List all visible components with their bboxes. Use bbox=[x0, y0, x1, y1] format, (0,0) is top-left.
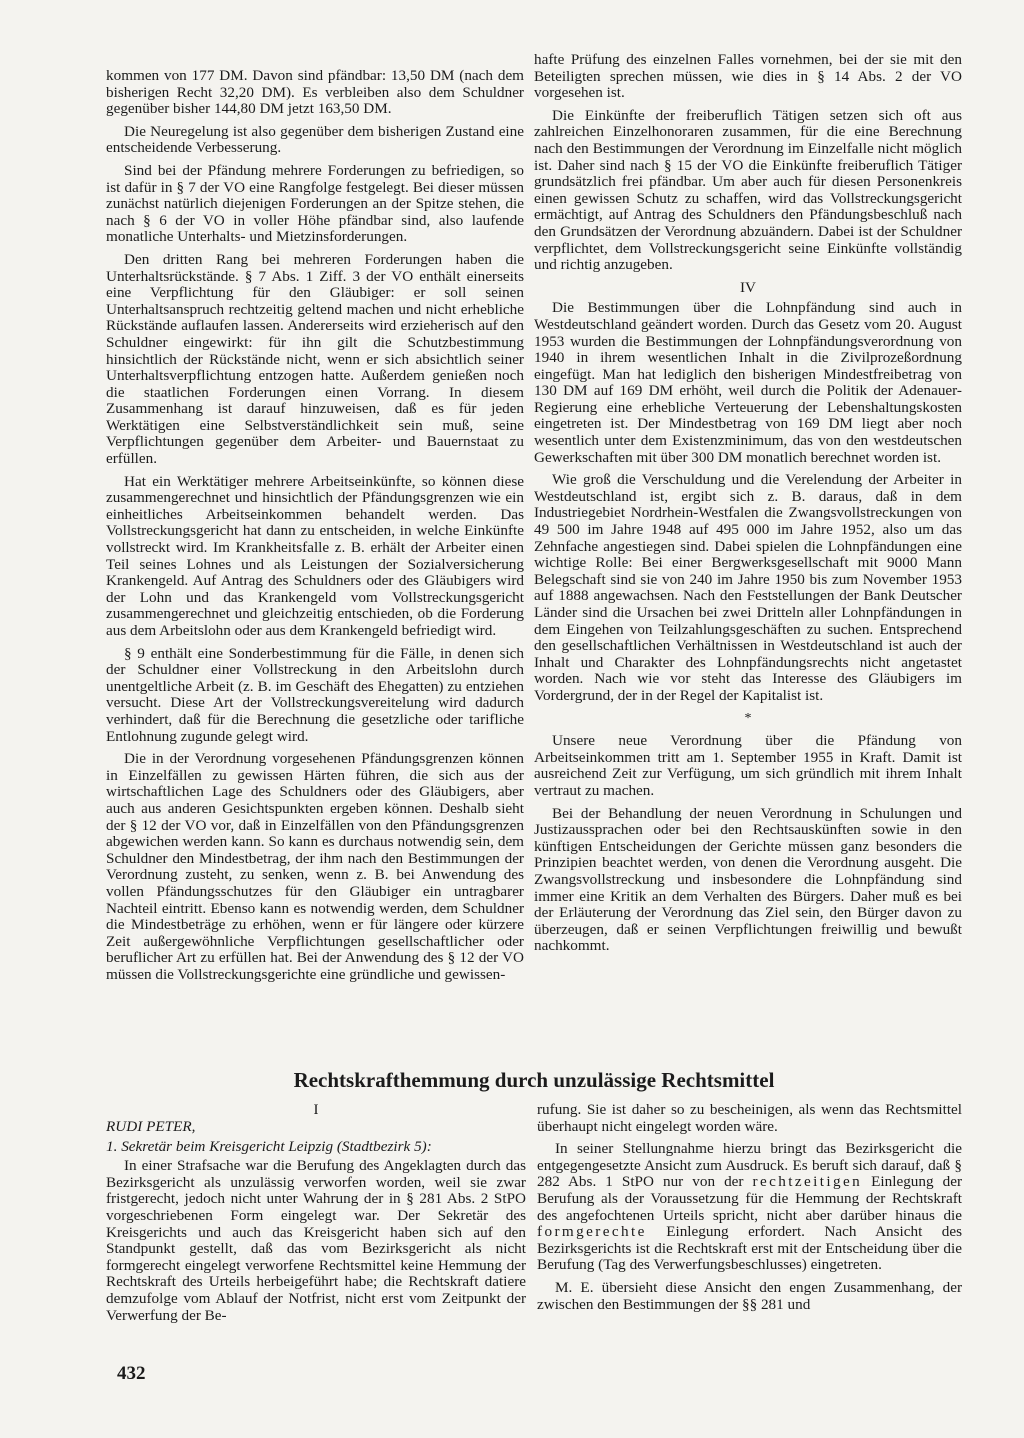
paragraph bbox=[537, 1141, 962, 1274]
paragraph: In einer Strafsache war die Berufung des Angeklagten durch das Bezirksgericht als unzulässig verworfen worden, weil sie zwar fristgerecht, jedoch nicht unter Wahrung der in § 281 Abs. 2 StPO vorgeschriebenen Form eingelegt war. Der Sekretär des Kreisgerichts und auch das Kreisgericht haben sich auf den Standpunkt gestellt, daß das vom Bezirksgericht als nicht formgerecht eingelegt verworfene Rechtsmittel keine Hemmung der Rechtskraft des Urteils herbeigeführt habe; die Rechtskraft datiere demzufolge vom Ablauf der Notfrist, nicht erst vom Zeitpunkt der Verwerfung der Be- bbox=[106, 1157, 526, 1324]
paragraph: § 9 enthält eine Sonderbestimmung für die Fälle, in denen sich der Schuldner einer Vollstreckung in den Arbeitslohn durch unentgeltliche Arbeit (z. B. im Geschäft des Ehegatten) zu entziehen versucht. Diese Art der Vollstreckungsvereitelung wird dadurch verhindert, daß für die Berechnung die gesetzliche oder tarifliche Entlohnung zugunde gelegt wird. bbox=[106, 644, 524, 745]
paragraph: Den dritten Rang bei mehreren Forderungen haben die Unterhaltsrückstände. § 7 Abs. 1 Ziff. 3 der VO enthält einerseits eine Verpflichtung für den Gläubiger: er soll seinen Unterhaltsanspruch rechtzeitig geltend machen und nicht erhebliche Rückstände auflaufen lassen. Andererseits wird erzieherisch auf den Schuldner eingewirkt: für ihn gilt die Schutzbestimmung hinsichtlich der Rückstände nicht, wenn er sich absichtlich seiner Unterhaltsverpflichtung entzogen hatte. Außerdem genießen noch die staatlichen Forderungen einen Vorrang. In diesem Zusammenhang ist darauf hinzuweisen, daß es für jeden Werktätigen eine Selbstverständlichkeit sein muß, seine Verpflichtungen gegenüber dem Arbeiter- und Bauernstaat zu erfüllen. bbox=[106, 250, 524, 468]
paragraph: Die Bestimmungen über die Lohnpfändung sind auch in Westdeutschland geändert worden. Durch das Gesetz vom 20. August 1953 wurden die Bestimmungen der Lohnpfändungsverordnung von 1940 in ihrem wesentlichen Inhalt in die Zivilprozeßordnung eingefügt. Man hat lediglich den bisherigen Mindestfreibetrag von 130 DM auf 169 DM erhöht, weil durch die Politik der Adenauer-Regierung eine erhebliche Verteuerung der Lebenshaltungskosten eingetreten ist. Der Mindestbetrag von 169 DM liegt aber noch wesentlich unter dem Existenzminimum, das von den westdeutschen Gewerkschaften mit über 300 DM monatlich berechnet worden ist. bbox=[534, 299, 962, 466]
column-right-top bbox=[534, 52, 962, 961]
emphasis-spaced: rechtzeitigen bbox=[752, 1173, 863, 1191]
paragraph: rufung. Sie ist daher so zu bescheinigen, als wenn das Rechtsmittel überhaupt nicht eingelegt worden wäre. bbox=[537, 1101, 962, 1135]
section-number: IV bbox=[739, 278, 757, 296]
article-title: Rechtskrafthemmung durch unzulässige Rechtsmittel bbox=[293, 1068, 775, 1092]
page-number: 432 bbox=[117, 1363, 146, 1384]
section-separator: * bbox=[744, 710, 752, 726]
paragraph: Sind bei der Pfändung mehrere Forderungen zu befriedigen, so ist dafür in § 7 der VO eine Rangfolge festgelegt. Bei dieser müssen zunächst natürlich diejenigen Forderungen an der Spitze stehen, die nach § 6 der VO in voller Höhe pfändbar sind, also laufende monatliche Unterhalts- und Mietzinsforderungen. bbox=[106, 161, 524, 246]
column-right-bottom bbox=[537, 1102, 962, 1319]
column-left-bottom bbox=[106, 1119, 526, 1330]
paragraph: Unsere neue Verordnung über die Pfändung von Arbeitseinkommen tritt am 1. September 1955 in Kraft. Damit ist ausreichend Zeit zur Verfügung, um sich gründlich mit ihrem Inhalt vertraut zu machen. bbox=[534, 732, 962, 799]
emphasis-spaced: formgerechte bbox=[537, 1223, 647, 1241]
article-section-number: I bbox=[313, 1102, 319, 1118]
paragraph: Bei der Behandlung der neuen Verordnung in Schulungen und Justizaussprachen oder bei den Rechtsauskünften sowie in den künftigen Entscheidungen der Gerichte müssen ganz besonders die Prinzipien beachtet werden, von denen die Verordnung ausgeht. Die Zwangsvollstreckung und insbesondere die Lohnpfändung sind immer eine Kritik an dem Verhalten des Bürgers. Daher muß es bei der Erläuterung der Verordnung das Ziel sein, den Bürger davon zu überzeugen, daß er seinen Verpflichtungen freiwillig und bewußt nachkommt. bbox=[534, 804, 962, 955]
paragraph: Hat ein Werktätiger mehrere Arbeitseinkünfte, so können diese zusammengerechnet und hinsichtlich der Pfändungsgrenzen wie ein einheitliches Arbeitseinkommen behandelt werden. Das Vollstreckungsgericht hat dann zu entscheiden, in welche Einkünfte vollstreckt wird. Im Krankheitsfalle z. B. erhält der Arbeiter einen Teil seines Lohnes und als Leistungen der Sozialversicherung Krankengeld. Auf Antrag des Schuldners oder des Gläubigers wird der Lohn und das Krankengeld vom Vollstreckungsgericht zusammengerechnet und gleichzeitig entschieden, ob die Forderung aus dem Arbeitslohn oder aus dem Krankengeld befriedigt wird. bbox=[106, 472, 524, 639]
author-role: 1. Sekretär beim Kreisgericht Leipzig (Stadtbezirk 5): bbox=[106, 1137, 432, 1155]
author-name: RUDI PETER, bbox=[106, 1118, 196, 1135]
column-left-top bbox=[106, 68, 524, 989]
paragraph: Die Einkünfte der freiberuflich Tätigen setzen sich oft aus zahlreichen Einzelhonoraren zusammen, für die eine Berechnung nach den Bestimmungen der Verordnung im Einzelfalle nicht möglich ist. Daher sind nach § 15 der VO die Einkünfte freiberuflich Tätiger grundsätzlich frei pfändbar. Um aber auch für diesen Personenkreis einen gewissen Schutz zu schaffen, wird das Vollstreckungsgericht ermächtigt, auf Antrag des Schuldners den Pfändungsbeschluß nach den Grundsätzen der Verordnung abzuändern. Dabei ist der Schuldner verpflichtet, dem Vollstreckungsgericht seine Einkünfte vollständig und richtig anzugeben. bbox=[534, 106, 962, 274]
paragraph: M. E. übersieht diese Ansicht den engen Zusammenhang, der zwischen den Bestimmungen der §§ 281 und bbox=[537, 1278, 962, 1313]
paragraph: Wie groß die Verschuldung und die Verelendung der Arbeiter in Westdeutschland ist, ergibt sich z. B. daraus, daß in dem Industriegebiet Nordrhein-Westfalen die Zwangsvollstreckungen von 49 500 im Jahre 1948 auf 495 000 im Jahre 1952, also um das Zehnfache angestiegen sind. Dabei spielen die Lohnpfändungen eine wichtige Rolle: Bei einer Bergwerksgesellschaft mit 9000 Mann Belegschaft sind sie von 240 im Jahre 1950 bis zum November 1953 auf 1888 angewachsen. Nach den Feststellungen der Bank Deutscher Länder sind die Ursachen bei zwei Dritteln aller Lohnpfändungen in dem Eingehen von Teilzahlungsgeschäften zu suchen. Entsprechend den gesellschaftlichen Verhältnissen in Westdeutschland ist auch der Inhalt und Charakter des Lohnpfändungsrechts nicht angetastet worden. Nach wie vor steht das Interesse des Gläubigers im Vordergrund, der in der Regel der Kapitalist ist. bbox=[534, 471, 962, 704]
text-run: In seiner Stellungnahme hierzu bringt das Bezirksgericht die entgegengesetzte Ansicht zum Ausdruck. Es beruft sich darauf, daß § 282 Abs. 1 StPO nur von der bbox=[537, 1140, 962, 1191]
paragraph: Die in der Verordnung vorgesehenen Pfändungsgrenzen können in Einzelfällen zu gewissen Härten führen, die sich aus der wirtschaftlichen Lage des Schuldners oder des Gläubigers, aber auch aus anderen Gesichtspunkten ergeben können. Deshalb sieht der § 12 der VO vor, daß in Einzelfällen von den Pfändungsgrenzen abgewichen werden kann. So kann es durchaus notwendig sein, dem Schuldner den Mindestbetrag, der ihm nach den Bestimmungen der Verordnung zusteht, zu senken, wenn z. B. bei Anwendung des vollen Pfändungsschutzes für den Gläubiger ein untragbarer Nachteil eintritt. Ebenso kann es notwendig werden, dem Schuldner die Mindestbeträge zu erhöhen, wenn er für längere oder kürzere Zeit außergewöhnliche Verpflichtungen gesellschaftlicher oder beruflicher Art zu erfüllen hat. Bei der Anwendung des § 12 der VO müssen die Vollstreckungsgerichte eine gründliche und gewissen- bbox=[106, 750, 524, 983]
text-run: Einlegung der Berufung als der Voraussetzung für die Hemmung der Rechtskraft des angefochtenen Urteils spricht, nicht aber darüber hinaus die bbox=[537, 1173, 962, 1224]
paragraph: kommen von 177 DM. Davon sind pfändbar: 13,50 DM (nach dem bisherigen Recht 32,20 DM). Es verbleiben also dem Schuldner gegenüber bisher 144,80 DM jetzt 163,50 DM. bbox=[106, 67, 524, 118]
text-run: Einlegung erfordert. Nach Ansicht des Bezirksgerichts ist die Rechtskraft erst mit der Entscheidung über die Berufung (Tag des Verwerfungsbeschlusses) eingetreten. bbox=[537, 1223, 962, 1274]
paragraph: Die Neuregelung ist also gegenüber dem bisherigen Zustand eine entscheidende Verbesserung. bbox=[106, 122, 524, 157]
paragraph: hafte Prüfung des einzelnen Falles vornehmen, bei der sie mit den Beteiligten sprechen müssen, wie dies in § 14 Abs. 2 der VO vorgesehen ist. bbox=[534, 51, 962, 102]
